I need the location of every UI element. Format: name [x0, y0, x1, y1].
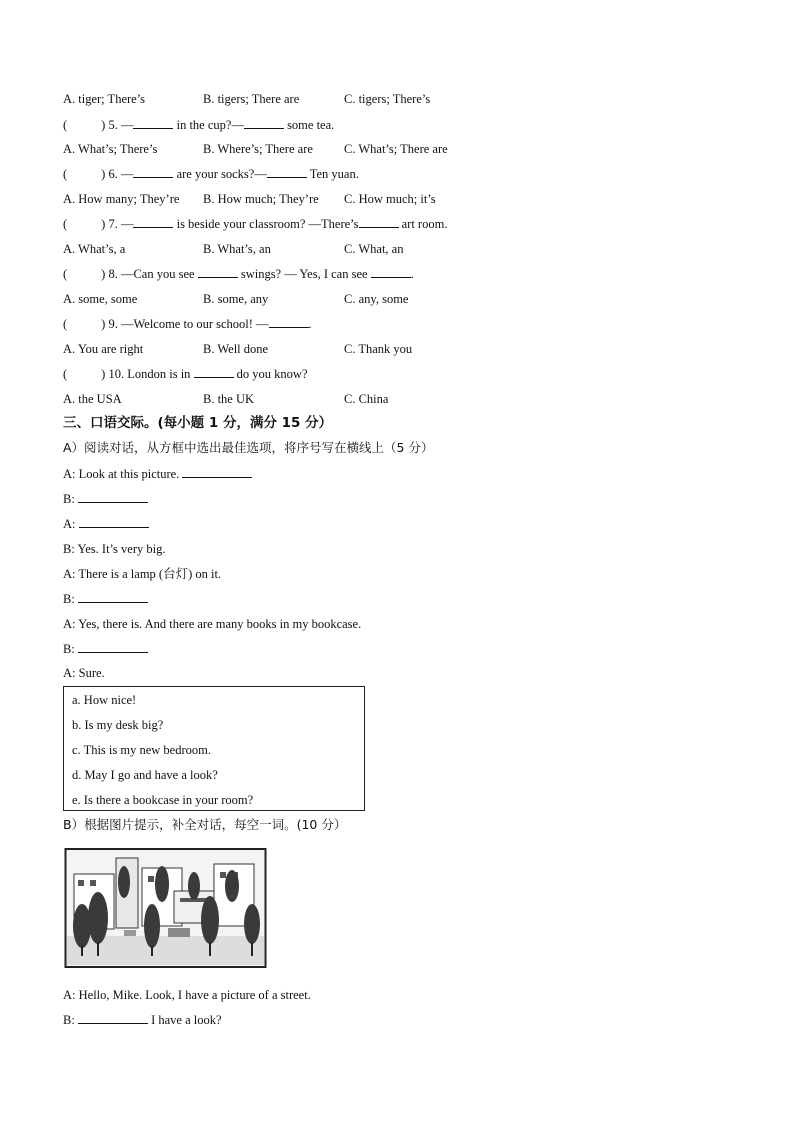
- q7-option-a: A. What’s, a: [63, 242, 126, 256]
- q9-option-a: A. You are right: [63, 342, 144, 356]
- question-text: 8. —Can you see: [108, 267, 195, 281]
- question-text: 7. —: [108, 217, 134, 231]
- dialog-text: Look at this picture.: [78, 467, 180, 481]
- dialog-a-line-1: [63, 466, 252, 482]
- speaker: B:: [63, 542, 75, 556]
- q7-option-b: B. What’s, an: [203, 242, 271, 256]
- answer-paren-open: (: [63, 367, 68, 381]
- box-option-d: d. May I go and have a look?: [72, 768, 218, 782]
- q4-option-c: C. tigers; There’s: [344, 92, 431, 106]
- q10-option-c: C. China: [344, 392, 389, 406]
- q6-option-b: B. How much; They’re: [203, 192, 319, 206]
- question-text: .: [410, 267, 414, 281]
- speaker: A:: [63, 467, 76, 481]
- q5-option-c: C. What’s; There are: [344, 142, 448, 156]
- question-text: 9. —Welcome to our school! —: [108, 317, 269, 331]
- speaker: A:: [63, 617, 76, 631]
- dialog-a-line-6: [63, 591, 148, 607]
- blank[interactable]: [359, 216, 399, 228]
- box-option-c: c. This is my new bedroom.: [72, 743, 211, 757]
- dialog-a-line-9: [63, 665, 105, 681]
- q9-option-c: C. Thank you: [344, 342, 413, 356]
- q10-options: [63, 391, 388, 407]
- blank[interactable]: [267, 166, 307, 178]
- dialog-text: I have a look?: [151, 1013, 222, 1027]
- box-option-a: a. How nice!: [72, 693, 137, 707]
- dialog-text: There is a lamp (台灯) on it.: [78, 567, 222, 581]
- question-text: some tea.: [287, 118, 335, 132]
- question-text: do you know?: [236, 367, 308, 381]
- dialog-a-line-5: [63, 566, 221, 582]
- blank[interactable]: [78, 591, 148, 603]
- dialog-a-line-7: [63, 616, 361, 632]
- q4-option-a: A. tiger; There’s: [63, 92, 146, 106]
- answer-paren-open: (: [63, 267, 68, 281]
- answer-paren-open: (: [63, 167, 68, 181]
- dialog-text: Yes. It’s very big.: [77, 542, 166, 556]
- question-9: [63, 316, 312, 332]
- speaker: B:: [63, 642, 75, 656]
- part-a-instruction: A）阅读对话，从方框中选出最佳选项，将序号写在横线上（5 分）: [63, 440, 434, 455]
- q8-option-a: A. some, some: [63, 292, 138, 306]
- q10-option-a: A. the USA: [63, 392, 122, 406]
- blank[interactable]: [371, 266, 411, 278]
- street-picture: [64, 846, 267, 970]
- question-text: swings? — Yes, I can see: [240, 267, 368, 281]
- question-text: art room.: [401, 217, 448, 231]
- q4-option-b: B. tigers; There are: [203, 92, 300, 106]
- q5-options: [63, 141, 448, 157]
- question-text: Ten yuan.: [309, 167, 359, 181]
- q8-option-b: B. some, any: [203, 292, 269, 306]
- blank[interactable]: [194, 366, 234, 378]
- question-10: [63, 366, 308, 382]
- dialog-text: Sure.: [78, 666, 105, 680]
- question-text: is beside your classroom? —There’s: [176, 217, 359, 231]
- question-5: [63, 117, 334, 133]
- question-text: 5. —: [108, 118, 134, 132]
- blank[interactable]: [133, 117, 173, 129]
- speaker: A:: [63, 666, 76, 680]
- question-text: 6. —: [108, 167, 134, 181]
- dialog-text: Hello, Mike. Look, I have a picture of a street.: [78, 988, 311, 1002]
- box-option-e: e. Is there a bookcase in your room?: [72, 793, 254, 807]
- speaker: A:: [63, 567, 76, 581]
- dialog-b-line-2: [63, 1012, 222, 1028]
- answer-paren-open: (: [63, 118, 68, 132]
- blank[interactable]: [244, 117, 284, 129]
- q9-option-b: B. Well done: [203, 342, 269, 356]
- dialog-text: Yes, there is. And there are many books in my bookcase.: [78, 617, 362, 631]
- answer-paren-close: ): [101, 118, 106, 132]
- blank[interactable]: [78, 641, 148, 653]
- q8-options: [63, 291, 408, 307]
- speaker: B:: [63, 1013, 75, 1027]
- dialog-a-line-2: [63, 491, 148, 507]
- dialog-a-line-3: [63, 516, 149, 532]
- speaker: A:: [63, 517, 76, 531]
- blank[interactable]: [182, 466, 252, 478]
- answer-paren-close: ): [101, 167, 106, 181]
- part-b-instruction: B）根据图片提示，补全对话，每空一词。(10 分）: [63, 817, 347, 832]
- blank[interactable]: [198, 266, 238, 278]
- blank[interactable]: [133, 216, 173, 228]
- q5-option-a: A. What’s; There’s: [63, 142, 158, 156]
- question-7: [63, 216, 447, 232]
- q10-option-b: B. the UK: [203, 392, 255, 406]
- dialog-a-line-4: [63, 541, 165, 557]
- blank[interactable]: [78, 1012, 148, 1024]
- dialog-a-line-8: [63, 641, 148, 657]
- question-8: [63, 266, 414, 282]
- question-6: [63, 166, 359, 182]
- q9-options: [63, 341, 412, 357]
- question-text: .: [308, 317, 312, 331]
- q6-options: [63, 191, 436, 207]
- answer-paren-close: ): [101, 317, 106, 331]
- speaker: B:: [63, 592, 75, 606]
- question-text: in the cup?—: [176, 118, 244, 132]
- speaker: B:: [63, 492, 75, 506]
- dialog-b-line-1: [63, 987, 311, 1003]
- q4-options: [63, 91, 430, 107]
- section-3-heading: 三、口语交际。(每小题 1 分，满分 15 分）: [63, 415, 333, 431]
- blank[interactable]: [133, 166, 173, 178]
- answer-paren-close: ): [101, 267, 106, 281]
- q7-option-c: C. What, an: [344, 242, 404, 256]
- q5-option-b: B. Where’s; There are: [203, 142, 313, 156]
- speaker: A:: [63, 988, 76, 1002]
- blank[interactable]: [78, 491, 148, 503]
- q6-option-a: A. How many; They’re: [63, 192, 180, 206]
- options-box: [63, 686, 365, 811]
- question-text: 10. London is in: [108, 367, 191, 381]
- answer-paren-open: (: [63, 217, 68, 231]
- blank[interactable]: [269, 316, 309, 328]
- blank[interactable]: [79, 516, 149, 528]
- question-text: are your socks?—: [176, 167, 267, 181]
- answer-paren-close: ): [101, 367, 106, 381]
- box-option-b: b. Is my desk big?: [72, 718, 164, 732]
- answer-paren-open: (: [63, 317, 68, 331]
- q7-options: [63, 241, 403, 257]
- q6-option-c: C. How much; it’s: [344, 192, 436, 206]
- q8-option-c: C. any, some: [344, 292, 409, 306]
- answer-paren-close: ): [101, 217, 106, 231]
